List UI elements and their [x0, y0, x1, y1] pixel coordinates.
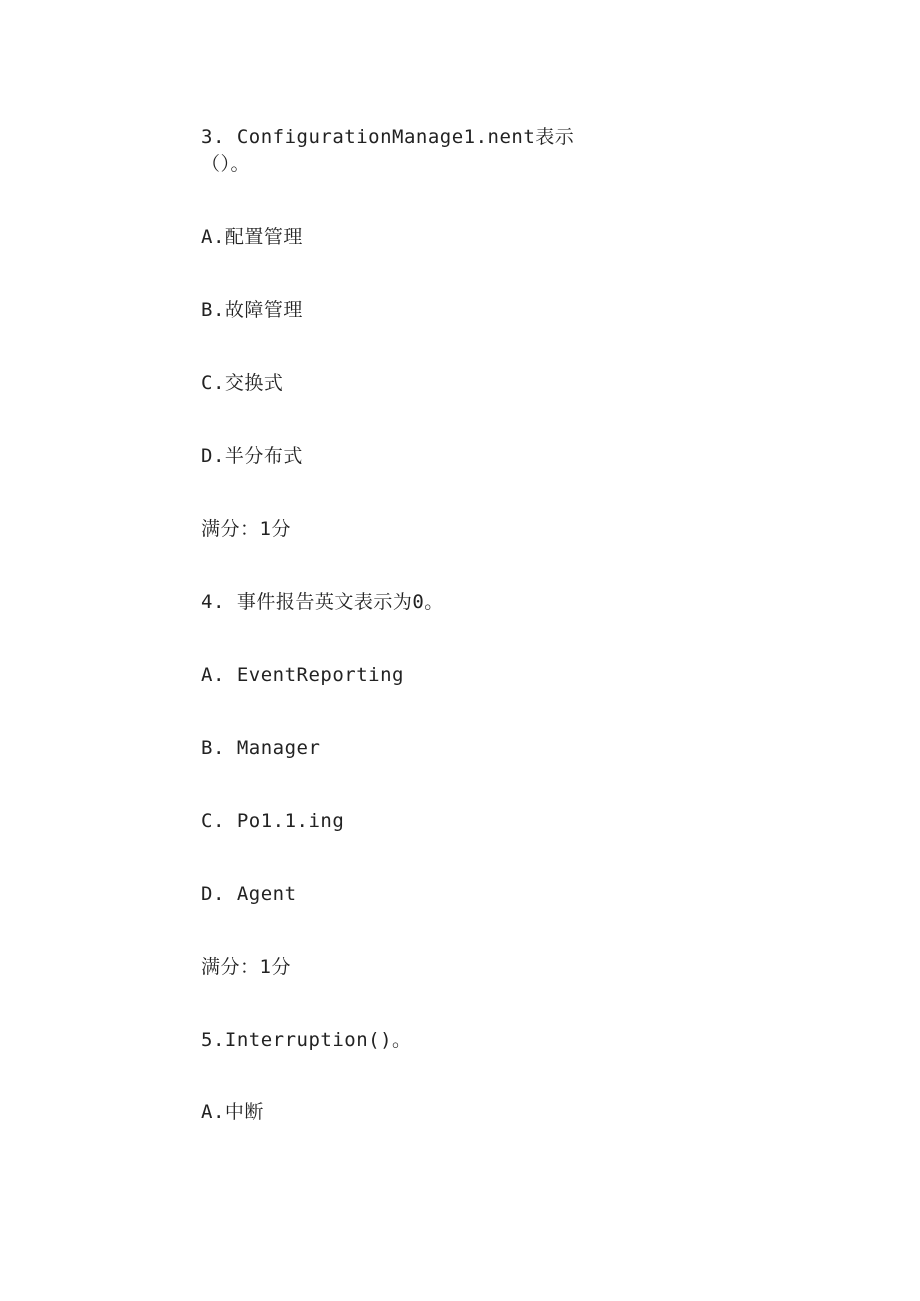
- question-5-text: 5.Interruption()。: [201, 1029, 412, 1051]
- question-4-option-d: D. Agent: [201, 883, 297, 905]
- question-3-blank: （）。: [201, 153, 251, 175]
- question-4-option-a: A. EventReporting: [201, 664, 404, 686]
- question-3-option-c: C.交换式: [201, 372, 284, 394]
- question-3-text: 3. ConfigurationManage1.nent表示: [201, 126, 575, 148]
- question-4-option-c: C. Po1.1.ing: [201, 810, 345, 832]
- question-3-score: 满分：1分: [201, 518, 291, 540]
- question-4-option-b: B. Manager: [201, 737, 321, 759]
- question-3-option-a: A.配置管理: [201, 226, 303, 248]
- question-5-option-a: A.中断: [201, 1101, 264, 1123]
- question-3-option-d: D.半分布式: [201, 445, 303, 467]
- question-4-score: 满分：1分: [201, 956, 291, 978]
- question-3-option-b: B.故障管理: [201, 299, 303, 321]
- question-4-text: 4. 事件报告英文表示为0。: [201, 591, 444, 613]
